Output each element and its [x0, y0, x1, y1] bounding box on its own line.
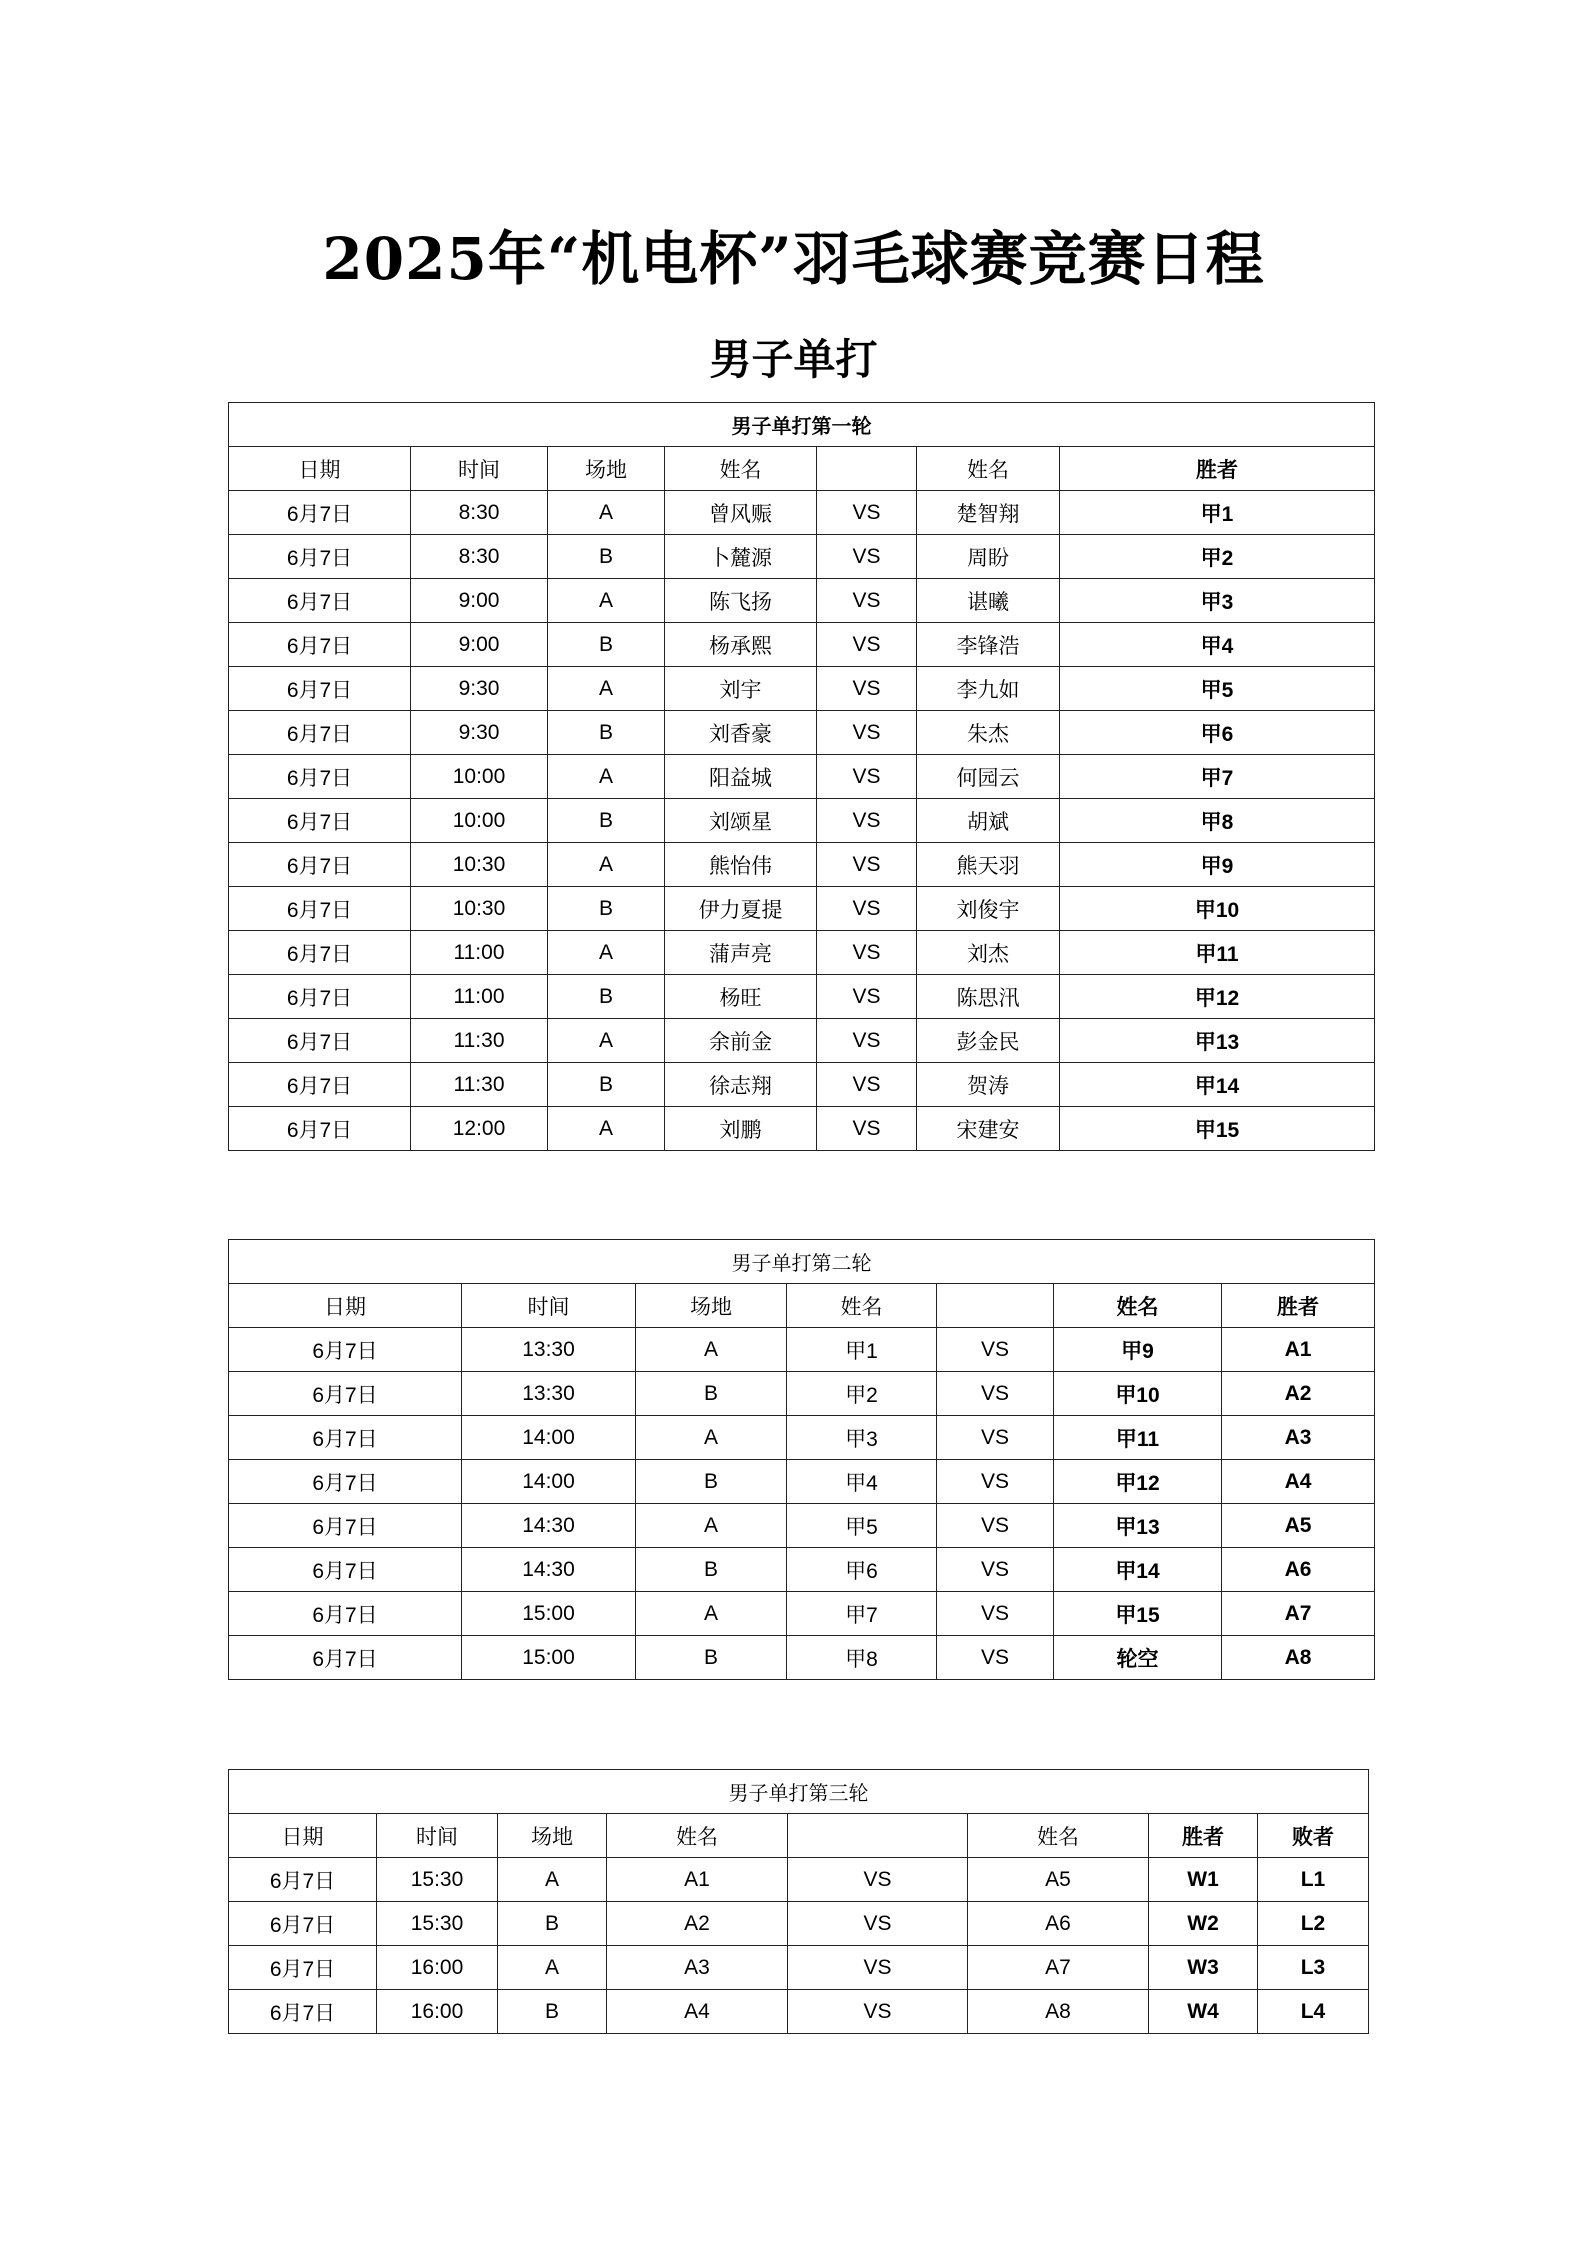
table-cell: 甲7	[787, 1592, 937, 1636]
table-cell: A	[548, 579, 665, 623]
table-row	[229, 1990, 1369, 2034]
table-cell: 8:30	[411, 491, 548, 535]
table-cell: 11:30	[411, 1019, 548, 1063]
column-header: 场地	[498, 1814, 607, 1858]
table-cell: VS	[817, 975, 917, 1019]
table-cell: 彭金民	[917, 1019, 1060, 1063]
table-cell: 6月7日	[229, 799, 411, 843]
table-cell: B	[636, 1372, 787, 1416]
round-caption: 男子单打第一轮	[229, 403, 1375, 447]
round-2-table	[228, 1239, 1375, 1680]
table-header-row	[229, 1284, 1375, 1328]
table-cell: 甲11	[1060, 931, 1375, 975]
table-cell: 6月7日	[229, 1460, 462, 1504]
table-cell: 10:30	[411, 887, 548, 931]
table-cell: 甲9	[1054, 1328, 1222, 1372]
table-cell: A2	[1222, 1372, 1375, 1416]
table-cell: 周盼	[917, 535, 1060, 579]
round-caption: 男子单打第二轮	[229, 1240, 1375, 1284]
table-cell: VS	[817, 931, 917, 975]
table-cell: 甲8	[1060, 799, 1375, 843]
table-cell: VS	[817, 1107, 917, 1151]
table-cell: VS	[817, 843, 917, 887]
table-cell: VS	[817, 579, 917, 623]
table-cell: 甲14	[1054, 1548, 1222, 1592]
round-caption-row	[229, 1770, 1369, 1814]
document-title: 2025年“机电杯”羽毛球赛竞赛日程	[322, 225, 1265, 293]
round-3-table	[228, 1769, 1369, 2034]
table-cell: 伊力夏提	[665, 887, 817, 931]
table-cell: 6月7日	[229, 623, 411, 667]
column-header	[788, 1814, 968, 1858]
table-cell: B	[636, 1460, 787, 1504]
table-row	[229, 1592, 1375, 1636]
table-cell: VS	[937, 1328, 1054, 1372]
table-cell: 6月7日	[229, 1416, 462, 1460]
table-cell: 轮空	[1054, 1636, 1222, 1680]
table-cell: A	[636, 1592, 787, 1636]
table-cell: 10:30	[411, 843, 548, 887]
table-cell: 刘香豪	[665, 711, 817, 755]
table-cell: A8	[968, 1990, 1149, 2034]
table-cell: 6月7日	[229, 931, 411, 975]
table-cell: 11:00	[411, 931, 548, 975]
table-cell: 熊怡伟	[665, 843, 817, 887]
table-cell: B	[548, 975, 665, 1019]
column-header: 姓名	[787, 1284, 937, 1328]
table-cell: VS	[937, 1592, 1054, 1636]
table-cell: VS	[788, 1990, 968, 2034]
table-cell: A6	[968, 1902, 1149, 1946]
table-row	[229, 1636, 1375, 1680]
section-title: 男子单打	[709, 335, 878, 384]
table-cell: 李九如	[917, 667, 1060, 711]
column-header	[817, 447, 917, 491]
table-cell: 15:00	[462, 1592, 636, 1636]
table-row	[229, 667, 1375, 711]
column-header: 姓名	[917, 447, 1060, 491]
round-caption-row	[229, 403, 1375, 447]
table-cell: 曾风赈	[665, 491, 817, 535]
table-cell: A1	[607, 1858, 788, 1902]
table-cell: W1	[1149, 1858, 1258, 1902]
table-cell: 余前金	[665, 1019, 817, 1063]
table-cell: 6月7日	[229, 1946, 377, 1990]
table-cell: 6月7日	[229, 1107, 411, 1151]
table-cell: B	[548, 623, 665, 667]
table-cell: 甲10	[1060, 887, 1375, 931]
table-cell: A	[498, 1858, 607, 1902]
table-row	[229, 1902, 1369, 1946]
table-cell: 16:00	[377, 1946, 498, 1990]
table-cell: VS	[817, 667, 917, 711]
table-cell: 徐志翔	[665, 1063, 817, 1107]
table-cell: B	[498, 1990, 607, 2034]
table-cell: A	[548, 491, 665, 535]
table-cell: 甲6	[787, 1548, 937, 1592]
column-header: 时间	[377, 1814, 498, 1858]
table-cell: 11:30	[411, 1063, 548, 1107]
column-header: 胜者	[1060, 447, 1375, 491]
table-cell: 9:00	[411, 579, 548, 623]
table-cell: 6月7日	[229, 1019, 411, 1063]
table-cell: 胡斌	[917, 799, 1060, 843]
table-cell: A7	[968, 1946, 1149, 1990]
table-cell: 甲13	[1054, 1504, 1222, 1548]
table-cell: A	[548, 931, 665, 975]
table-cell: W3	[1149, 1946, 1258, 1990]
table-cell: 6月7日	[229, 535, 411, 579]
round-caption-row	[229, 1240, 1375, 1284]
table-cell: 甲3	[787, 1416, 937, 1460]
table-cell: A	[636, 1504, 787, 1548]
table-cell: 甲13	[1060, 1019, 1375, 1063]
column-header: 姓名	[665, 447, 817, 491]
table-cell: 6月7日	[229, 887, 411, 931]
table-cell: 9:30	[411, 667, 548, 711]
table-cell: VS	[817, 755, 917, 799]
column-header: 日期	[229, 447, 411, 491]
table-row	[229, 975, 1375, 1019]
table-cell: 甲4	[787, 1460, 937, 1504]
table-row	[229, 1946, 1369, 1990]
table-cell: 6月7日	[229, 579, 411, 623]
table-cell: 10:00	[411, 755, 548, 799]
table-cell: L4	[1258, 1990, 1369, 2034]
table-cell: 卜麓源	[665, 535, 817, 579]
table-row	[229, 1460, 1375, 1504]
table-cell: 15:30	[377, 1902, 498, 1946]
table-cell: B	[548, 887, 665, 931]
table-row	[229, 491, 1375, 535]
table-cell: 甲3	[1060, 579, 1375, 623]
column-header: 时间	[462, 1284, 636, 1328]
table-cell: VS	[937, 1548, 1054, 1592]
table-cell: 甲12	[1054, 1460, 1222, 1504]
column-header: 日期	[229, 1284, 462, 1328]
table-cell: VS	[937, 1416, 1054, 1460]
table-cell: 15:30	[377, 1858, 498, 1902]
table-cell: VS	[817, 711, 917, 755]
table-cell: B	[548, 799, 665, 843]
table-cell: 10:00	[411, 799, 548, 843]
table-cell: 6月7日	[229, 1063, 411, 1107]
table-row	[229, 1019, 1375, 1063]
table-cell: B	[636, 1636, 787, 1680]
table-cell: 6月7日	[229, 1504, 462, 1548]
table-cell: 刘杰	[917, 931, 1060, 975]
table-cell: 6月7日	[229, 1990, 377, 2034]
table-cell: 阳益城	[665, 755, 817, 799]
table-cell: 李锋浩	[917, 623, 1060, 667]
table-cell: VS	[817, 1019, 917, 1063]
table-cell: 甲10	[1054, 1372, 1222, 1416]
table-cell: VS	[937, 1460, 1054, 1504]
table-cell: VS	[817, 1063, 917, 1107]
table-cell: 6月7日	[229, 1636, 462, 1680]
column-header	[937, 1284, 1054, 1328]
table-row	[229, 1107, 1375, 1151]
table-row	[229, 887, 1375, 931]
table-cell: 6月7日	[229, 711, 411, 755]
table-cell: 朱杰	[917, 711, 1060, 755]
table-cell: A	[636, 1416, 787, 1460]
table-cell: 刘俊宇	[917, 887, 1060, 931]
table-cell: B	[636, 1548, 787, 1592]
table-cell: 14:30	[462, 1504, 636, 1548]
table-cell: L3	[1258, 1946, 1369, 1990]
table-cell: A4	[607, 1990, 788, 2034]
table-header-row	[229, 447, 1375, 491]
table-cell: 甲15	[1054, 1592, 1222, 1636]
table-cell: 蒲声亮	[665, 931, 817, 975]
table-cell: A	[548, 843, 665, 887]
table-cell: 甲15	[1060, 1107, 1375, 1151]
table-cell: A6	[1222, 1548, 1375, 1592]
table-cell: 15:00	[462, 1636, 636, 1680]
table-cell: 6月7日	[229, 755, 411, 799]
table-cell: 陈思汛	[917, 975, 1060, 1019]
table-cell: 6月7日	[229, 1328, 462, 1372]
table-cell: VS	[937, 1372, 1054, 1416]
table-cell: 甲9	[1060, 843, 1375, 887]
table-cell: 甲5	[1060, 667, 1375, 711]
table-cell: 甲7	[1060, 755, 1375, 799]
table-cell: 9:00	[411, 623, 548, 667]
table-cell: A4	[1222, 1460, 1375, 1504]
table-row	[229, 1416, 1375, 1460]
table-cell: A	[548, 1107, 665, 1151]
column-header: 姓名	[607, 1814, 788, 1858]
table-cell: 11:00	[411, 975, 548, 1019]
table-cell: 14:00	[462, 1416, 636, 1460]
table-cell: A	[498, 1946, 607, 1990]
table-cell: 甲12	[1060, 975, 1375, 1019]
table-cell: VS	[937, 1504, 1054, 1548]
table-row	[229, 1504, 1375, 1548]
column-header: 胜者	[1149, 1814, 1258, 1858]
table-row	[229, 535, 1375, 579]
table-row	[229, 711, 1375, 755]
table-cell: VS	[817, 623, 917, 667]
table-cell: 8:30	[411, 535, 548, 579]
column-header: 败者	[1258, 1814, 1369, 1858]
table-cell: 杨承熙	[665, 623, 817, 667]
table-row	[229, 931, 1375, 975]
table-cell: 12:00	[411, 1107, 548, 1151]
table-cell: 14:00	[462, 1460, 636, 1504]
table-cell: 甲2	[787, 1372, 937, 1416]
table-cell: L1	[1258, 1858, 1369, 1902]
table-cell: W2	[1149, 1902, 1258, 1946]
table-cell: B	[498, 1902, 607, 1946]
table-cell: B	[548, 711, 665, 755]
table-cell: VS	[788, 1902, 968, 1946]
column-header: 日期	[229, 1814, 377, 1858]
table-cell: 甲4	[1060, 623, 1375, 667]
table-cell: A5	[968, 1858, 1149, 1902]
table-cell: 6月7日	[229, 667, 411, 711]
round-1-table	[228, 402, 1375, 1151]
table-cell: VS	[817, 799, 917, 843]
table-row	[229, 1328, 1375, 1372]
table-cell: VS	[937, 1636, 1054, 1680]
round-caption: 男子单打第三轮	[229, 1770, 1369, 1814]
column-header: 场地	[548, 447, 665, 491]
table-cell: 宋建安	[917, 1107, 1060, 1151]
table-cell: VS	[788, 1946, 968, 1990]
table-row	[229, 755, 1375, 799]
table-cell: 刘宇	[665, 667, 817, 711]
table-row	[229, 623, 1375, 667]
table-cell: 9:30	[411, 711, 548, 755]
table-row	[229, 843, 1375, 887]
table-cell: 6月7日	[229, 1372, 462, 1416]
table-cell: 6月7日	[229, 1902, 377, 1946]
table-cell: 陈飞扬	[665, 579, 817, 623]
table-row	[229, 799, 1375, 843]
table-cell: B	[548, 1063, 665, 1107]
table-cell: 甲2	[1060, 535, 1375, 579]
column-header: 胜者	[1222, 1284, 1375, 1328]
column-header: 场地	[636, 1284, 787, 1328]
table-cell: B	[548, 535, 665, 579]
table-row	[229, 1548, 1375, 1592]
table-cell: A3	[607, 1946, 788, 1990]
table-cell: L2	[1258, 1902, 1369, 1946]
table-cell: 楚智翔	[917, 491, 1060, 535]
table-cell: 6月7日	[229, 1548, 462, 1592]
table-cell: 熊天羽	[917, 843, 1060, 887]
table-cell: VS	[817, 535, 917, 579]
table-cell: 6月7日	[229, 975, 411, 1019]
table-row	[229, 1063, 1375, 1107]
table-cell: 甲1	[787, 1328, 937, 1372]
table-cell: A5	[1222, 1504, 1375, 1548]
table-cell: A8	[1222, 1636, 1375, 1680]
table-cell: 甲14	[1060, 1063, 1375, 1107]
table-cell: 甲5	[787, 1504, 937, 1548]
table-row	[229, 579, 1375, 623]
table-cell: A2	[607, 1902, 788, 1946]
table-cell: VS	[788, 1858, 968, 1902]
table-cell: 13:30	[462, 1372, 636, 1416]
table-cell: A	[636, 1328, 787, 1372]
column-header: 时间	[411, 447, 548, 491]
table-row	[229, 1858, 1369, 1902]
table-cell: VS	[817, 491, 917, 535]
table-cell: 16:00	[377, 1990, 498, 2034]
table-cell: 甲8	[787, 1636, 937, 1680]
column-header: 姓名	[1054, 1284, 1222, 1328]
table-cell: 谌曦	[917, 579, 1060, 623]
table-cell: A	[548, 755, 665, 799]
table-cell: 贺涛	[917, 1063, 1060, 1107]
table-cell: 6月7日	[229, 843, 411, 887]
table-cell: A1	[1222, 1328, 1375, 1372]
table-row	[229, 1372, 1375, 1416]
table-cell: A7	[1222, 1592, 1375, 1636]
table-header-row	[229, 1814, 1369, 1858]
table-cell: 13:30	[462, 1328, 636, 1372]
table-cell: W4	[1149, 1990, 1258, 2034]
table-cell: A	[548, 1019, 665, 1063]
table-cell: 何园云	[917, 755, 1060, 799]
table-cell: 刘颂星	[665, 799, 817, 843]
table-cell: 甲1	[1060, 491, 1375, 535]
table-cell: 杨旺	[665, 975, 817, 1019]
table-cell: 6月7日	[229, 1592, 462, 1636]
table-cell: 甲11	[1054, 1416, 1222, 1460]
table-cell: 6月7日	[229, 1858, 377, 1902]
table-cell: VS	[817, 887, 917, 931]
column-header: 姓名	[968, 1814, 1149, 1858]
table-cell: 甲6	[1060, 711, 1375, 755]
table-cell: A	[548, 667, 665, 711]
table-cell: 刘鹏	[665, 1107, 817, 1151]
table-cell: 6月7日	[229, 491, 411, 535]
table-cell: A3	[1222, 1416, 1375, 1460]
table-cell: 14:30	[462, 1548, 636, 1592]
